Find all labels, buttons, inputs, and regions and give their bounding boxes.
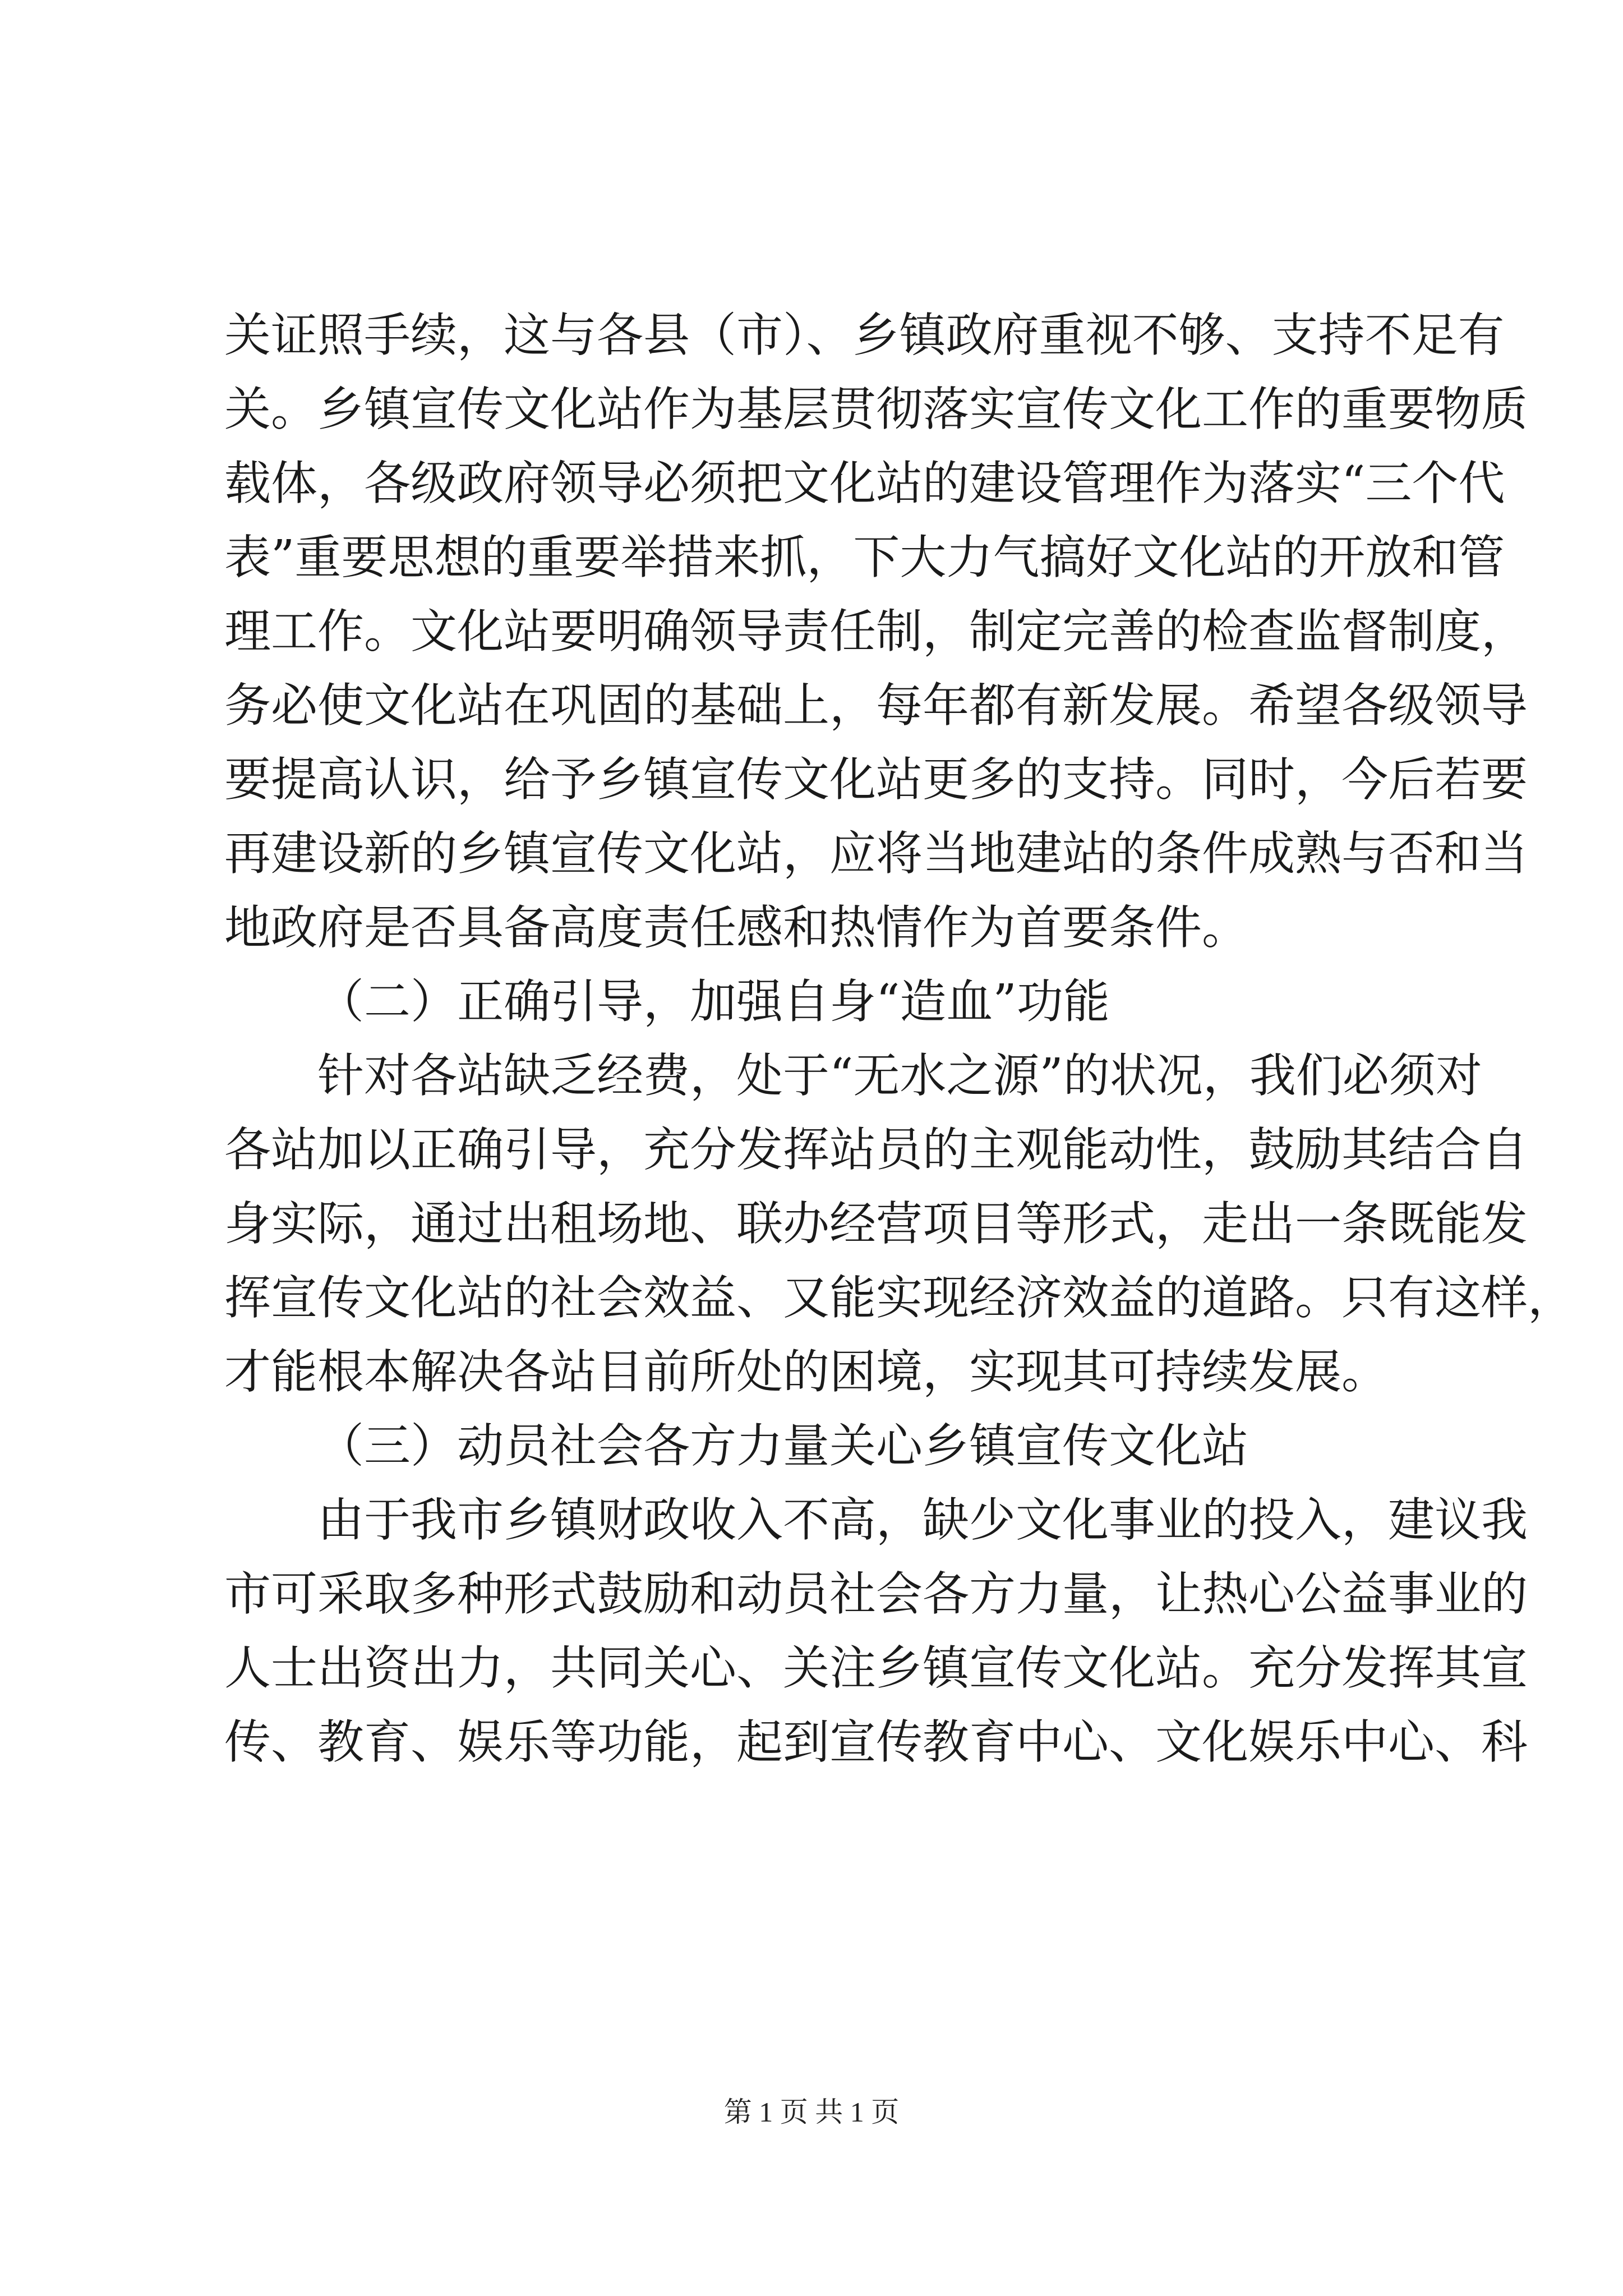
text-line-14: 挥宣传文化站的社会效益、又能实现经济效益的道路。只有这样， (224, 1271, 1574, 1325)
text-line-13: 身实际，通过出租场地、联办经营项目等形式，走出一条既能发 (224, 1197, 1528, 1251)
text-line-1: 关证照手续，这与各县（市）、乡镇政府重视不够、支持不足有 (224, 308, 1505, 362)
text-line-9: 地政府是否具备高度责任感和热情作为首要条件。 (224, 900, 1248, 955)
text-line-19: 人士出资出力，共同关心、关注乡镇宣传文化站。充分发挥其宣 (224, 1641, 1528, 1695)
text-line-6: 务必使文化站在巩固的基础上，每年都有新发展。希望各级领导 (224, 678, 1528, 733)
text-line-3: 载体，各级政府领导必须把文化站的建设管理作为落实“三个代 (224, 456, 1505, 510)
text-line-11: 针对各站缺乏经费，处于“无水之源”的状况，我们必须对 (317, 1048, 1482, 1103)
text-line-5: 理工作。文化站要明确领导责任制，制定完善的检查监督制度， (224, 604, 1528, 659)
text-line-4: 表”重要思想的重要举措来抓，下大力气搞好文化站的开放和管 (224, 530, 1505, 585)
text-line-18: 市可采取多种形式鼓励和动员社会各方力量，让热心公益事业的 (224, 1567, 1528, 1621)
text-line-20: 传、教育、娱乐等功能，起到宣传教育中心、文化娱乐中心、科 (224, 1715, 1528, 1769)
page-footer: 第 1 页 共 1 页 (723, 2096, 900, 2128)
text-line-2: 关。乡镇宣传文化站作为基层贯彻落实宣传文化工作的重要物质 (224, 382, 1528, 436)
text-line-17: 由于我市乡镇财政收入不高，缺少文化事业的投入，建议我 (317, 1493, 1528, 1547)
text-line-8: 再建设新的乡镇宣传文化站，应将当地建站的条件成熟与否和当 (224, 826, 1528, 881)
section-heading-2: （二）正确引导，加强自身“造血”功能 (317, 974, 1110, 1029)
text-line-7: 要提高认识，给予乡镇宣传文化站更多的支持。同时，今后若要 (224, 752, 1528, 807)
section-heading-3: （三）动员社会各方力量关心乡镇宣传文化站 (317, 1419, 1248, 1473)
text-line-12: 各站加以正确引导，充分发挥站员的主观能动性，鼓励其结合自 (224, 1122, 1528, 1177)
text-line-15: 才能根本解决各站目前所处的困境，实现其可持续发展。 (224, 1345, 1388, 1399)
